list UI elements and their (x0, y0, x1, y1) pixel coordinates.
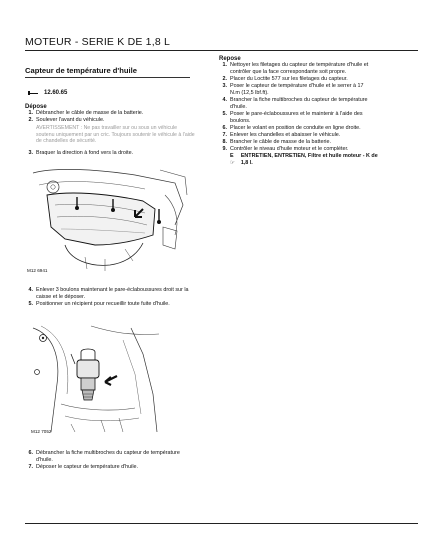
depose-steps-a (25, 110, 195, 124)
list-item: 8. Brancher le câble de masse de la batterie. (222, 139, 331, 145)
figure-code: M12 6941 (27, 267, 48, 273)
cross-reference (230, 153, 380, 167)
page-title: MOTEUR - SERIE K DE 1,8 L (25, 36, 171, 48)
figure-splash-shield (25, 165, 190, 275)
depose-steps-c (25, 287, 195, 308)
splash-shield-illustration (25, 165, 190, 275)
sensor-icon (81, 378, 95, 400)
operation-code (25, 90, 195, 96)
list-item: 9. Contrôler le niveau d'huile moteur et le compléter. (222, 146, 349, 152)
reference-icon: E☞ (230, 153, 235, 166)
list-item: 7. Enlever les chandelles et abaisser le véhicule. (222, 132, 341, 138)
list-item: 2. Soulever l'avant du véhicule. (28, 117, 105, 123)
figure-code: M12 7052 (31, 428, 52, 434)
list-item: 5. Poser le pare-éclaboussures et le maintenir à l'aide des boulons. (222, 111, 363, 124)
depose-steps-d (25, 450, 195, 471)
footer-divider (25, 523, 418, 524)
section-title: Capteur de température d'huile (25, 66, 137, 75)
list-item: 4. Enlever 3 boulons maintenant le pare-éclaboussures droit sur la caisse et le déposer. (28, 286, 189, 300)
reference-link[interactable]: ENTRETIEN, ENTRETIEN, Filtre et huile moteur - K de 1,8 l. (240, 153, 378, 166)
list-item: 6. Débrancher la fiche multibroches du capteur de température d'huile. (28, 449, 180, 463)
depose-steps-b (25, 150, 195, 157)
left-column (25, 54, 195, 471)
repose-heading: Repose (219, 56, 241, 62)
wrench-icon (28, 91, 38, 95)
header-divider (25, 50, 418, 51)
list-item: 2. Placer du Loctite 577 sur les filetages du capteur. (222, 76, 348, 82)
list-item: 4. Brancher la fiche multibroches du capteur de température d'huile. (222, 97, 368, 110)
list-item: 3. Poser le capteur de température d'huile et le serrer à 17 N.m (12,5 lbf.ft). (222, 83, 364, 96)
list-item: 7. Déposer le capteur de température d'huile. (28, 463, 139, 470)
right-column (219, 54, 414, 167)
operation-code-number: 12.60.65 (44, 90, 68, 96)
list-item: 6. Placer le volant en position de conduite en ligne droite. (222, 125, 361, 131)
section-divider (25, 77, 190, 78)
list-item: 5. Positionner un récipient pour recueillir toute fuite d'huile. (28, 300, 170, 307)
oil-temperature-sensor-illustration (31, 324, 161, 436)
depose-heading: Dépose (25, 104, 47, 110)
figure-oil-sensor (31, 324, 161, 436)
list-item: 1. Nettoyer les filetages du capteur de température d'huile et contrôler que la face correspondante soit propre. (222, 62, 369, 75)
safety-warning: AVERTISSEMENT : Ne pas travailler sur ou sous un véhicule soutenu uniquement par un cric. Toujours soutenir le véhicule à l'aide de chandelles de sécurité. (36, 125, 195, 145)
list-item: 3. Braquer la direction à fond vers la droite. (28, 149, 134, 156)
list-item: 1. Débrancher le câble de masse de la batterie. (28, 110, 144, 116)
repose-steps (219, 62, 369, 153)
